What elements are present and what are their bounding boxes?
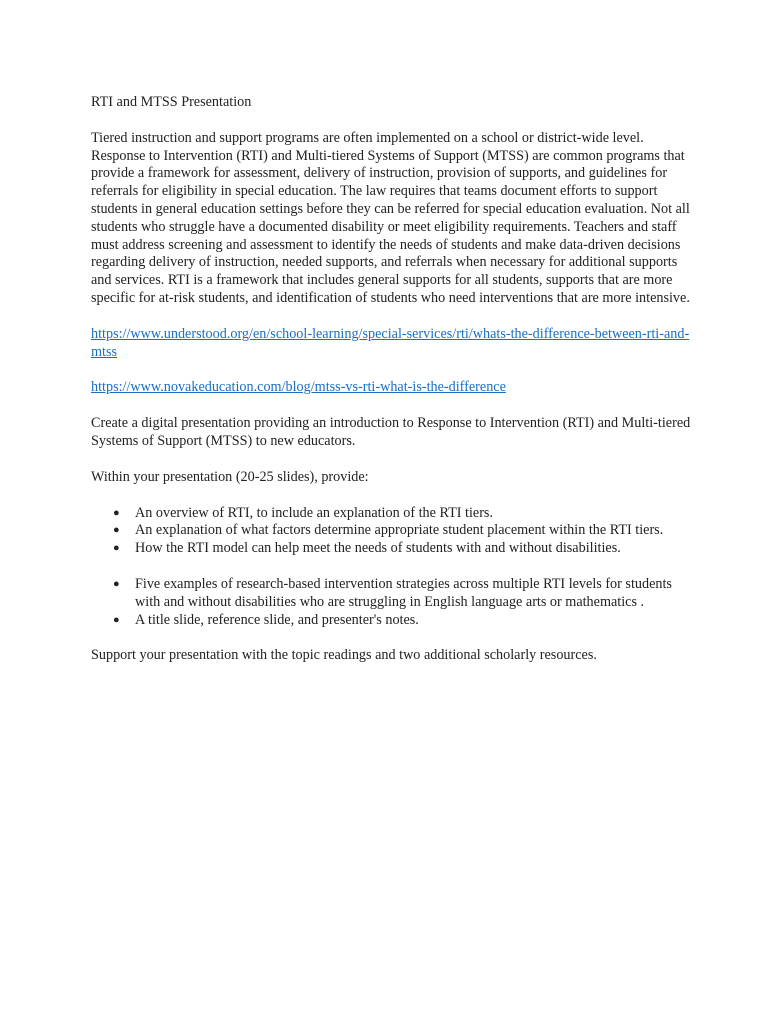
list-intro: Within your presentation (20-25 slides), provide: — [91, 468, 369, 485]
requirements-list-2 — [91, 576, 691, 629]
list-item-text: How the RTI model can help meet the needs of students with and without disabilities. — [135, 540, 621, 557]
intro-paragraph: Tiered instruction and support programs are often implemented on a school or district-wide level. Response to Intervention (RTI) and Multi-tiered Systems of Support (MTSS) are common programs that provide a framework for assessment, delivery of instruction, provision of supports, and guidelines for referrals for eligibility in special education. The law requires that teams document efforts to support students in general education settings before they can be referred for special education evaluation. Not all students who struggle have a documented disability or meet eligibility requirements. Teachers and staff must address screening and assessment to identify the needs of students and make data-driven decisions regarding delivery of instruction, needed supports, and referrals when necessary for additional supports and services. RTI is a framework that includes general supports for all students, supports that are more specific for at-risk students, and identification of students who need interventions that are more intensive. — [91, 129, 690, 306]
list-item — [91, 540, 691, 558]
understood-link[interactable]: https://www.understood.org/en/school-learning/special-services/rti/whats-the-difference-between-rti-and-mtss — [91, 325, 690, 360]
list-item-text: An overview of RTI, to include an explanation of the RTI tiers. — [135, 504, 494, 521]
bullet-icon: ● — [113, 542, 120, 555]
requirements-list-1 — [91, 505, 691, 558]
list-item — [91, 576, 691, 612]
bullet-icon: ● — [113, 506, 120, 519]
closing-paragraph: Support your presentation with the topic readings and two additional scholarly resources. — [91, 647, 597, 664]
link-paragraph-2 — [91, 379, 691, 397]
link-paragraph-1 — [91, 326, 691, 362]
list-spacer — [91, 558, 691, 576]
list-item — [91, 505, 691, 523]
list-item-text: An explanation of what factors determine appropriate student placement within the RTI tiers. — [135, 522, 664, 539]
bullet-icon: ● — [113, 613, 120, 626]
novak-education-link[interactable]: https://www.novakeducation.com/blog/mtss-vs-rti-what-is-the-difference — [91, 379, 506, 396]
document-page — [91, 94, 691, 683]
document-title: RTI and MTSS Presentation — [91, 94, 252, 110]
list-item-text: A title slide, reference slide, and presenter's notes. — [135, 611, 419, 628]
list-item-text: Five examples of research-based intervention strategies across multiple RTI levels for students with and without disabilities who are struggling in English language arts or mathematics . — [135, 575, 672, 610]
list-item — [91, 612, 691, 630]
list-item — [91, 522, 691, 540]
bullet-icon: ● — [113, 577, 120, 590]
bullet-icon: ● — [113, 524, 120, 537]
assignment-paragraph: Create a digital presentation providing an introduction to Response to Intervention (RTI) and Multi-tiered Systems of Support (MTSS) to new educators. — [91, 415, 691, 449]
